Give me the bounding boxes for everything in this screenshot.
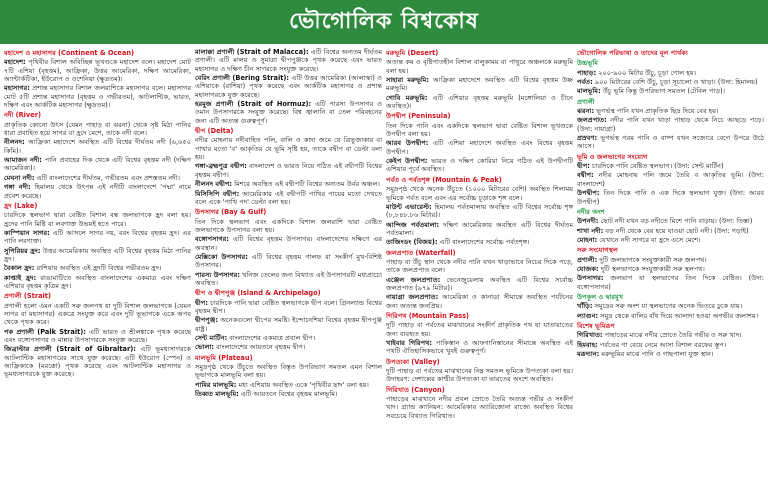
entry-paragraph — [386, 203, 573, 220]
entry-paragraph — [386, 58, 573, 75]
entry-term: জিব্রাল্টার প্রণালী (Strait of Gibraltar): — [4, 345, 136, 354]
entry-term: পামির মালভূমি: — [195, 380, 237, 389]
entry-text: সমুদ্রের সরু অংশ যা স্থলভাগের অনেক ভিতরে ঢুকে যায়। — [592, 302, 743, 311]
entry-paragraph — [195, 299, 382, 316]
section-title: দ্বীপ ও দ্বীপপুঞ্জ (Island & Archipelago) — [195, 289, 321, 298]
section-title: সরু সংযোগস্থল — [577, 246, 618, 255]
entry-text: তিন দিকে পানি ও এক দিকে স্থলভাগ যুক্ত। (উদা: আরব উপদ্বীপ) — [577, 189, 764, 206]
entry-paragraph — [577, 341, 764, 349]
entry-text: ২০০-৯০০ মিটার উঁচু, চূড়া গোল হয়। — [596, 68, 696, 77]
entry-term: উপসাগর: — [577, 274, 604, 283]
section — [4, 202, 191, 290]
entry-text: অনেকগুলো দ্বীপের সমষ্টি। ইন্দোনেশিয়া বিশ্বের বৃহত্তম দ্বীপপুঞ্জ রাষ্ট্র। — [195, 316, 382, 333]
entry-text: বাংলাদেশের আয়তনে বৃহত্তম দ্বীপ। — [213, 343, 306, 352]
entry-text: চারদিকে স্থলভাগ দ্বারা বেষ্টিত বিশাল বদ্ধ জলভাগকে হ্রদ বলা হয়। হ্রদের পানি মিষ্টি বা লবণাক্ত উভয়ই হতে পারে। — [4, 211, 191, 228]
entry-paragraph — [386, 276, 573, 293]
entry-text: সমুদ্রপৃষ্ঠ থেকে উঁচুতে অবস্থিত বিস্তৃত উপরিভাগ সমতল এমন বিশাল ভূভাগকে মালভূমি বলা হয়। — [195, 363, 382, 380]
entry-term: হিমবাহ: — [577, 340, 598, 349]
entry-text: এটি বাংলাদেশের দীর্ঘতম, গভীরতম এবং প্রশস্ততম নদী। — [34, 173, 181, 182]
column-2 — [195, 48, 382, 489]
entry-term: বৈকাল হ্রদ: — [4, 264, 35, 273]
entry-paragraph — [577, 107, 764, 115]
entry-text: পর্বতের গা বেয়ে নেমে আসা বিশাল বরফের স্তূপ। — [597, 340, 727, 349]
entry-term: আমাজন নদী: — [4, 156, 42, 165]
section-title: উপদ্বীপ (Peninsula) — [386, 112, 451, 121]
entry-paragraph — [577, 162, 764, 170]
entry-text: ভেনেজুয়েলায় অবস্থিত এটি বিশ্বের সর্বোচ্চ জলপ্রপাত (৯৭৯ মিটার)। — [386, 275, 573, 292]
entry-paragraph — [4, 264, 191, 272]
section — [386, 49, 573, 110]
section — [577, 322, 764, 358]
entry-text: এটি বিশ্বের বৃহত্তম গালফ বা সংকীর্ণ মুখ-বিশিষ্ট উপসাগর। — [195, 252, 382, 270]
entry-paragraph — [4, 247, 191, 264]
section-title: উপত্যকা (Valley) — [386, 357, 440, 366]
entry-paragraph — [4, 174, 191, 182]
entry-paragraph — [577, 87, 764, 95]
entry-term: ল্যাগুন: — [577, 311, 599, 320]
entry-paragraph — [195, 334, 382, 342]
section-title: মালভূমি (Plateau) — [195, 353, 253, 362]
entry-paragraph — [577, 265, 764, 273]
section-title: ভূমি ও জলভাগের সংযোগ — [577, 152, 648, 161]
entry-paragraph — [195, 271, 382, 288]
entry-term: গঙ্গা-ব্রহ্মপুত্র বদ্বীপ: — [195, 162, 247, 171]
entry-term: পর্বত: — [577, 78, 593, 87]
entry-term: হরমুজ প্রণালী (Strait of Hormuz): — [195, 100, 312, 109]
entry-term: সেন্ট মার্টিন: — [195, 334, 228, 342]
section — [195, 208, 382, 287]
entry-paragraph — [195, 100, 382, 125]
section-title: উপসাগর (Bay & Gulf) — [195, 208, 267, 217]
entry-paragraph — [195, 48, 382, 73]
entry-text: চারদিকে পানি দ্বারা বেষ্টিত স্থলভাগকে দ্বীপ বলে। গ্রিনল্যান্ড বিশ্বের বৃহত্তম দ্বীপ। — [195, 298, 382, 315]
section-title: ভৌগোলিক পরিভাষা ও তাদের মূল পার্থক্য — [577, 49, 688, 57]
section-title: উপকূল ও দ্বারমুখ — [577, 292, 624, 301]
entry-paragraph — [386, 367, 573, 384]
entry-paragraph — [386, 395, 573, 420]
entry-term: সুপিরিয়র হ্রদ: — [4, 246, 41, 255]
entry-term: ভোলা: — [195, 343, 214, 352]
section — [386, 386, 573, 420]
section-title: বিশেষ ভূমিরূপ — [577, 321, 615, 330]
entry-paragraph — [386, 76, 573, 93]
entry-text: দুটি স্থলভাগকে সংযুক্তকারী সরু স্থলপথ। — [598, 264, 705, 273]
entry-text: আফ্রিকা মহাদেশে অবস্থিত এটি বিশ্বের বৃহত্তম উষ্ণ মরুভূমি। — [386, 76, 573, 93]
entry-term: সাহারা মরুভূমি: — [386, 76, 430, 85]
section-title: মরুভূমি (Desert) — [386, 49, 439, 57]
section — [577, 208, 764, 244]
entry-text: তিন দিকে স্থলভাগ এবং একদিকে বিশাল জলরাশি দ্বারা বেষ্টিত জলভাগকে উপসাগর বলা হয়। — [195, 217, 382, 234]
entry-text: চারদিকে পানি বেষ্টিত স্থলভাগ। (উদা: সেন্ট মার্টিন) — [589, 162, 724, 171]
entry-paragraph — [386, 157, 573, 174]
entry-term: শাখা নদী: — [577, 226, 604, 235]
entry-term: কাস্পিয়ান সাগর: — [4, 228, 50, 237]
entry-text: ৯০০ মিটারের বেশি উঁচু, চূড়া সূচালো ও খাড়া। (উদা: হিমালয়) — [592, 78, 758, 87]
entry-term: খাঁড়ি: — [577, 302, 593, 311]
entry-term: প্রস্রবণ: — [577, 134, 598, 143]
entry-paragraph — [195, 190, 382, 207]
entry-text: মধ্য এশিয়ায় অবস্থিত একে 'পৃথিবীর ছাদ' বলা হয়। — [236, 380, 369, 389]
entry-paragraph — [195, 316, 382, 333]
entry-paragraph — [4, 229, 191, 246]
entry-paragraph — [577, 312, 764, 320]
entry-text: প্রশান্ত মহাসাগর বিশাল জলরাশিকে মহাসাগর বলে। মহাসাগর মোট ৫টি প্রশান্ত মহাসাগর (বৃহত্তম ও গভীরতম), আটলান্টিক, ভারত, দক্ষিণ এবং আর্কটিক মহাসাগর (ক্ষুদ্রতম)। — [4, 84, 191, 110]
entry-text: যেখানে নদী সাগরে বা হ্রদে এসে মেশে। — [597, 235, 701, 244]
entry-term: গিরিখাত: — [577, 331, 603, 340]
entry-paragraph — [577, 78, 764, 86]
entry-paragraph — [577, 236, 764, 244]
entry-text: পাহাড়ের মাঝে নদীর স্রোতে তৈরি গভীর ও সরু খাদ। — [602, 331, 742, 340]
entry-text: উত্তর আমেরিকায় অবস্থিত এটি বিশ্বের বৃহত্তম মিঠা পানির হ্রদ। — [4, 246, 191, 263]
entry-text: হিমালয় থেকে উৎপন্ন এই নদীটি বাংলাদেশে 'পদ্মা' নামে প্রবেশ করেছে। — [4, 183, 191, 200]
entry-term: মহাদেশ: — [4, 58, 26, 67]
entry-term: কাপ্তাই হ্রদ: — [4, 273, 37, 282]
entry-text: এটি বিশ্বের বৃহত্তম উপসাগর। বাংলাদেশের দক্ষিণে এর অবস্থান। — [195, 235, 382, 252]
entry-paragraph — [577, 350, 764, 358]
section — [577, 246, 764, 291]
entry-term: মহাসাগর: — [4, 84, 30, 93]
entry-term: জলপ্রপাত: — [577, 116, 607, 125]
entry-paragraph — [577, 69, 764, 77]
entry-text: আমেরিকা ও কানাডা সীমান্তে অবস্থিত পর্যটনের জন্য অত্যন্ত জনপ্রিয়। — [386, 293, 573, 310]
entry-term: প্রণালী: — [577, 255, 598, 264]
entry-term: বদ্বীপ: — [577, 171, 594, 180]
entry-term: তিব্বত মালভূমি: — [195, 390, 239, 399]
entry-text: পাহাড়ের মাঝখানে নদীর প্রবল স্রোতে তৈরি অত্যন্ত গভীর ও সংকীর্ণ খাদ। গ্র্যান্ড ক্যানিয়ন: আমেরিকার অ্যারিজোনা রাজ্যে অবস্থিত বিশ্বের সবচেয়ে বিখ্যাত গিরিখাত। — [386, 395, 573, 420]
section — [386, 312, 573, 356]
entry-text: এটি বিশ্বের অন্যতম দীর্ঘতম প্রণালী। এটি মালয় ও সুমাত্রা দ্বীপপুঞ্জকে পৃথক করেছে এবং ভারত মহাসাগর ও দক্ষিণ চীন সাগরকে সংযুক্ত করেছে। — [195, 48, 382, 73]
entry-paragraph — [577, 302, 764, 310]
section-title: জলপ্রপাত (Waterfall) — [386, 248, 456, 257]
entry-term: কেইপ উপদ্বীপ: — [386, 157, 428, 166]
entry-text: অত্যন্ত কম ও বৃষ্টিপাতহীন বিশাল বালুকাময় বা পাথুরে অঞ্চলকে মরুভূমি বলা হয়। — [386, 58, 573, 75]
section-title: হ্রদ (Lake) — [4, 201, 38, 210]
section — [4, 111, 191, 199]
entry-paragraph — [577, 256, 764, 264]
entry-paragraph — [577, 227, 764, 235]
entry-text: হিমালয় পর্বতমালায় অবস্থিত এটি বিশ্বের সর্বোচ্চ শৃঙ্গ (৮,৮৪৮.৮৬ মিটার)। — [386, 202, 573, 220]
section-title: দ্বীপ (Delta) — [195, 127, 234, 136]
entry-text: খনিজ তেলের জন্য বিখ্যাত এই উপসাগরটি মধ্যপ্রাচ্যে অবস্থিত। — [195, 270, 382, 287]
section — [386, 112, 573, 173]
entry-paragraph — [195, 253, 382, 270]
entry-term: উপনদী: — [577, 217, 599, 226]
section — [386, 249, 573, 310]
entry-text: উঁচু ভূমি কিন্তু উপরিভাগ সমতল (টেবিল পাড়)। — [600, 87, 725, 96]
entry-text: ভারত ও দক্ষিণ কোরিয়া নিয়ে গঠিত এই উপদ্বীপটি এশিয়ার পূর্বে অবস্থিত। — [386, 157, 573, 174]
entry-paragraph — [386, 339, 573, 356]
entry-paragraph — [195, 180, 382, 188]
title-banner — [0, 0, 768, 44]
entry-term: আরব উপদ্বীপ: — [386, 139, 429, 148]
entry-paragraph — [577, 116, 764, 133]
section — [577, 98, 764, 151]
entry-text: জলভাগ যা স্থলভাগের তিন দিকে বেষ্টিত। (উদা: বঙ্গোপসাগর) — [577, 274, 764, 291]
entry-text: এটি পারস্য উপসাগর ও ওমান উপসাগরকে সংযুক্ত করেছে। বিশ্ব জ্বালানি বা তেল পরিবহনের জন্য এটি অত্যন্ত গুরুত্বপূর্ণ। — [195, 100, 382, 125]
entry-term: দ্বীপপুঞ্জ: — [195, 316, 219, 325]
section — [577, 153, 764, 206]
section-title: গিরিপথ (Mountain Pass) — [386, 311, 470, 320]
entry-term: নায়াগ্রা জলপ্রপাত: — [386, 293, 439, 302]
entry-paragraph — [4, 84, 191, 109]
entry-text: সমুদ্রপৃষ্ঠ থেকে অনেক উঁচুতে (১০০০ মিটারের বেশি) অবস্থিত শিলাময় ভূমিকে পর্বত বলে এবং এর সর্বোচ্চ চূড়াকে শৃঙ্গ বলে। — [386, 185, 573, 202]
section-title: নদীর অংশ — [577, 207, 605, 216]
entry-text: দুটি পাহাড় বা পর্বতের মাঝখানের সংকীর্ণ প্রাকৃতিক পথ যা যাতায়াতের জন্য ব্যবহৃত হয়। — [386, 321, 573, 338]
entry-paragraph — [195, 162, 382, 179]
section-title: নদী (River) — [4, 111, 41, 120]
entry-term: গোবি মরুভূমি: — [386, 93, 428, 102]
section — [195, 127, 382, 206]
section-title: প্রণালী (Strait) — [4, 292, 51, 301]
entry-term: পক প্রণালী (Palk Strait): — [4, 327, 86, 336]
entry-term: দ্বীপ: — [195, 298, 208, 307]
entry-paragraph — [4, 121, 191, 138]
entry-term: নীলনদ: — [4, 138, 25, 147]
entry-text: ভূগর্ভস্থ পানি যখন প্রাকৃতিক ছিদ্র দিয়ে বের হয়। — [594, 107, 719, 116]
section — [577, 293, 764, 320]
entry-term: বঙ্গোপসাগর: — [195, 235, 229, 244]
entry-paragraph — [386, 122, 573, 139]
entry-text: নদীর পানি যখন খাড়া পাহাড় থেকে নিচে আছড়ে পড়ে। (উদা: নায়াগ্রা) — [577, 116, 764, 133]
entry-paragraph — [4, 302, 191, 327]
entry-text: রাশিয়ায় অবস্থিত এই হ্রদটি বিশ্বের গভীরতম হ্রদ। — [34, 264, 162, 273]
section — [4, 49, 191, 109]
section-title: প্রণালী — [577, 97, 595, 106]
entry-term: এঞ্জেল জলপ্রপাত: — [386, 275, 441, 284]
entry-text: এটি বাংলাদেশের সর্বোচ্চ পর্বতশৃঙ্গ। — [437, 238, 530, 247]
section — [386, 176, 573, 247]
entry-text: নদীর মোহনায় পলি জমে তৈরি ব আকৃতির ভূমি। (উদা: বাংলাদেশ) — [577, 171, 764, 188]
entry-text: এটি উত্তর আমেরিকা (আলাস্কা) ও এশিয়াকে (রাশিয়া) পৃথক করেছে এবং আর্কটিক মহাসাগর ও প্রশান্ত মহাসাগরকে যুক্ত করেছে। — [195, 74, 382, 99]
entry-term: বেরিং প্রণালী (Bering Strait): — [195, 74, 290, 83]
entry-term: মালাক্কা প্রণালী (Strait of Malacca): — [195, 48, 309, 56]
entry-text: আমেরিকার এই বদ্বীপটি পাখির পায়ের মতো দেখতে বলে একে 'পাখি পদ' ডেল্টা বলা হয়। — [195, 189, 382, 206]
section-title: উচ্চভূমি — [577, 59, 598, 68]
entry-text: পানি প্রবাহের দিক থেকে এটি বিশ্বের বৃহত্তম নদী (দক্ষিণ আমেরিকা)। — [4, 156, 191, 173]
entry-term: মাউন্ট এভারেস্ট: — [386, 202, 432, 211]
entry-text: ছোট নদী যখন বড় নদীতে মিশে পানি বাড়ায়। (উদা: তিস্তা) — [598, 217, 753, 226]
entry-text: পাহাড় বা উঁচু স্থান থেকে নদীর পানি যখন খাড়াভাবে নিচের দিকে পড়ে, তাকে জলপ্রপাত বলে। — [386, 257, 573, 275]
section-title: মহাদেশ ও মহাসাগর (Continent & Ocean) — [4, 49, 135, 57]
entry-term: নীলনদ বদ্বীপ: — [195, 180, 233, 189]
entry-paragraph — [4, 138, 191, 155]
entry-text: ভূগর্ভস্থ গরম পানি ও বাষ্প যখন সজোরে বেগে উপরে উঠে আসে। — [577, 134, 764, 151]
entry-paragraph — [195, 390, 382, 398]
entry-paragraph — [577, 274, 764, 291]
entry-text: এটি এশিয়ার বৃহত্তম মরুভূমি (মঙ্গোলিয়া ও চীনে অবস্থিত)। — [386, 93, 573, 111]
entry-term: মিসিসিপি বদ্বীপ: — [195, 189, 240, 198]
entry-text: রাঙামাটিতে অবস্থিত বাংলাদেশের একমাত্র এবং দক্ষিণ এশিয়ার বৃহত্তম কৃত্রিম হ্রদ। — [4, 273, 191, 290]
entry-term: দ্বীপ: — [577, 162, 590, 171]
entry-paragraph — [577, 171, 764, 188]
entry-text: এটি ভারত ও শ্রীলঙ্কাকে পৃথক করেছে এবং বঙ্গোপসাগর ও মান্নার উপসাগরকে সংযুক্ত করেছে। — [4, 327, 191, 344]
entry-text: দুটি পাহাড় বা পর্বতের মাঝখানের নিম্ন সমতল ভূমিকে উপত্যকা বলা হয়। উদাহরণ: দেশাল্লের কাশ্মীর উপত্যকা যা ভারতের অংশে অবস্থিত। — [386, 367, 573, 384]
entry-paragraph — [4, 211, 191, 228]
entry-text: সমুদ্র থেকে বালির বাঁধ দিয়ে আলাদা হওয়া অগভীর জলাশয়। — [598, 311, 759, 320]
entry-text: মিশরে অবস্থিত এই বদ্বীপটি বিশ্বের অন্যতম উর্বর অঞ্চল। — [232, 180, 380, 189]
entry-term: মেক্সিকো উপসাগর: — [195, 252, 248, 261]
entry-paragraph — [577, 134, 764, 151]
entry-text: বড় নদী থেকে বের হয়ে যাওয়া ছোট নদী। (উদা: গড়াই) — [603, 226, 749, 235]
entry-paragraph — [577, 331, 764, 339]
entry-text: প্রণালী হলো এমন একটি সরু জলপথ যা দুটি বিশাল জলভাগকে (যেমন সাগর বা মহাসাগর) একত্রে সংযুক্ত করে এবং দুটি ভূভাগকে একে অপর থেকে পৃথক করে। — [4, 301, 191, 327]
entry-term: খাইবার গিরিপথ: — [386, 339, 433, 347]
entry-paragraph — [386, 238, 573, 246]
entry-term: আন্দিজ পর্বতমালা: — [386, 220, 440, 229]
page-title: ভৌগোলিক বিশ্বকোষ — [289, 8, 479, 34]
entry-term: মরূদ্যান: — [577, 350, 600, 358]
entry-term: যোজক: — [577, 264, 599, 273]
entry-paragraph — [577, 217, 764, 225]
entry-text: বাংলাদেশ ও ভারত নিয়ে গঠিত এই বদ্বীপটি বিশ্বের বৃহত্তম বদ্বীপ। — [195, 162, 382, 179]
entry-text: এটি এশিয়া মহাদেশে অবস্থিত এবং বিশ্বের বৃহত্তম উপদ্বীপ। — [386, 139, 573, 156]
entry-paragraph — [4, 328, 191, 345]
section-title: পর্বত ও পর্বতশৃঙ্গ (Mountain & Peak) — [386, 175, 502, 184]
entry-paragraph — [386, 221, 573, 238]
entry-text: আফ্রিকা মহাদেশে অবস্থিত এটি বিশ্বের দীর্ঘতম নদী (৬,৬৫০ কিমি)। — [4, 138, 191, 155]
column-4 — [577, 48, 764, 489]
entry-text: প্রাকৃতিক কোনো উৎস (যেমন পাহাড় বা ঝরনা) থেকে সৃষ্ট মিঠা পানির ধারা প্রবাহিত হয়ে সাগর বা হ্রদে মেশে, তাকে নদী বলে। — [4, 120, 191, 138]
entry-text: নদীর মোহনায় নদীবাহিত পলি, বালি ও কাদা জমে যে ত্রিভুজাকার বা পাখার মতো 'ব' আকৃতির যে ভূমি সৃষ্টি হয়, তাকে বদ্বীপ বা ডেল্টা বলা হয়। — [195, 136, 382, 162]
entry-text: দুটি জলভাগকে সংযুক্তকারী সরু জলপথ। — [597, 255, 707, 264]
entry-term: তাজিংডং (বিজয়): — [386, 238, 438, 247]
section — [386, 358, 573, 384]
entry-paragraph — [195, 218, 382, 235]
entry-paragraph — [386, 185, 573, 202]
entry-paragraph — [195, 381, 382, 389]
entry-paragraph — [4, 183, 191, 200]
entry-text: এটি আসলে সাগর নয়, বরং বিশ্বের বৃহত্তম হ্রদ। এর পানি লবণাক্ত। — [4, 228, 191, 246]
content-columns — [4, 48, 764, 489]
entry-term: গঙ্গা নদী: — [4, 183, 31, 192]
entry-text: তিন দিকে পানি এবং একদিকে স্থলভাগ দ্বারা বেষ্টিত বিশাল ভূখণ্ডকে উপদ্বীপ বলা হয়। — [386, 121, 573, 139]
entry-text: পাকিস্তান ও আফগানিস্তানের সীমান্তে অবস্থিত এই পথটি ঐতিহাসিকভাবে খুবই গুরুত্বপূর্ণ। — [386, 339, 573, 356]
entry-paragraph — [577, 189, 764, 206]
entry-paragraph — [195, 363, 382, 380]
entry-text: এটি ভূমধ্যসাগরকে আটলান্টিক মহাসাগরের সাথে যুক্ত করেছে। এটি ইউরোপ (স্পেন) ও আফ্রিকাকে (মরক্কো) পৃথক করেছে এবং আটলান্টিক মহাসাগর ও ভূমধ্যসাগরকে যুক্ত করেছে। — [4, 345, 191, 379]
entry-paragraph — [386, 293, 573, 310]
entry-term: মেঘনা নদী: — [4, 173, 35, 182]
column-3 — [386, 48, 573, 489]
column-1 — [4, 48, 191, 489]
entry-term: ঝরনা: — [577, 107, 595, 116]
entry-paragraph — [386, 94, 573, 111]
section — [577, 59, 764, 95]
entry-paragraph — [4, 156, 191, 173]
section — [577, 49, 764, 57]
section — [195, 354, 382, 399]
entry-paragraph — [4, 345, 191, 378]
entry-term: উপদ্বীপ: — [577, 189, 600, 198]
entry-term: মোহনা: — [577, 235, 598, 244]
entry-paragraph — [386, 139, 573, 156]
entry-paragraph — [195, 343, 382, 351]
entry-text: বাংলাদেশের একমাত্র প্রবাল দ্বীপ। — [227, 334, 316, 342]
entry-paragraph — [195, 136, 382, 161]
entry-text: দক্ষিণ আমেরিকায় অবস্থিত এটি বিশ্বের দীর্ঘতম পর্বতমালা। — [386, 220, 573, 237]
section-title: গিরিখাত (Canyon) — [386, 385, 445, 394]
entry-text: মরুভূমির মাঝে পানি ও গাছপালা যুক্ত স্থান। — [599, 350, 714, 358]
entry-term: মালভূমি: — [577, 87, 601, 96]
entry-paragraph — [4, 58, 191, 83]
entry-term: পাহাড়: — [577, 68, 597, 77]
entry-text: পৃথিবীর বিশাল অবিচ্ছিন্ন ভূখণ্ডকে মহাদেশ বলে। মহাদেশ মোট ৭টি এশিয়া (বৃহত্তম), আফ্রিকা, উত্তর আমেরিকা, দক্ষিণ আমেরিকা, অ্যান্টার্কটিকা, ইউরোপ ও ওশেনিয়া (ক্ষুদ্রতম)। — [4, 58, 191, 84]
entry-paragraph — [386, 258, 573, 275]
entry-term: পারস্য উপসাগর: — [195, 270, 241, 279]
section — [195, 48, 382, 125]
entry-paragraph — [386, 321, 573, 338]
entry-paragraph — [4, 274, 191, 291]
entry-text: এটি আয়তনে বিশ্বের বৃহত্তম মালভূমি। — [238, 390, 338, 399]
section — [195, 289, 382, 351]
entry-paragraph — [195, 74, 382, 99]
entry-paragraph — [195, 235, 382, 252]
section — [4, 292, 191, 378]
